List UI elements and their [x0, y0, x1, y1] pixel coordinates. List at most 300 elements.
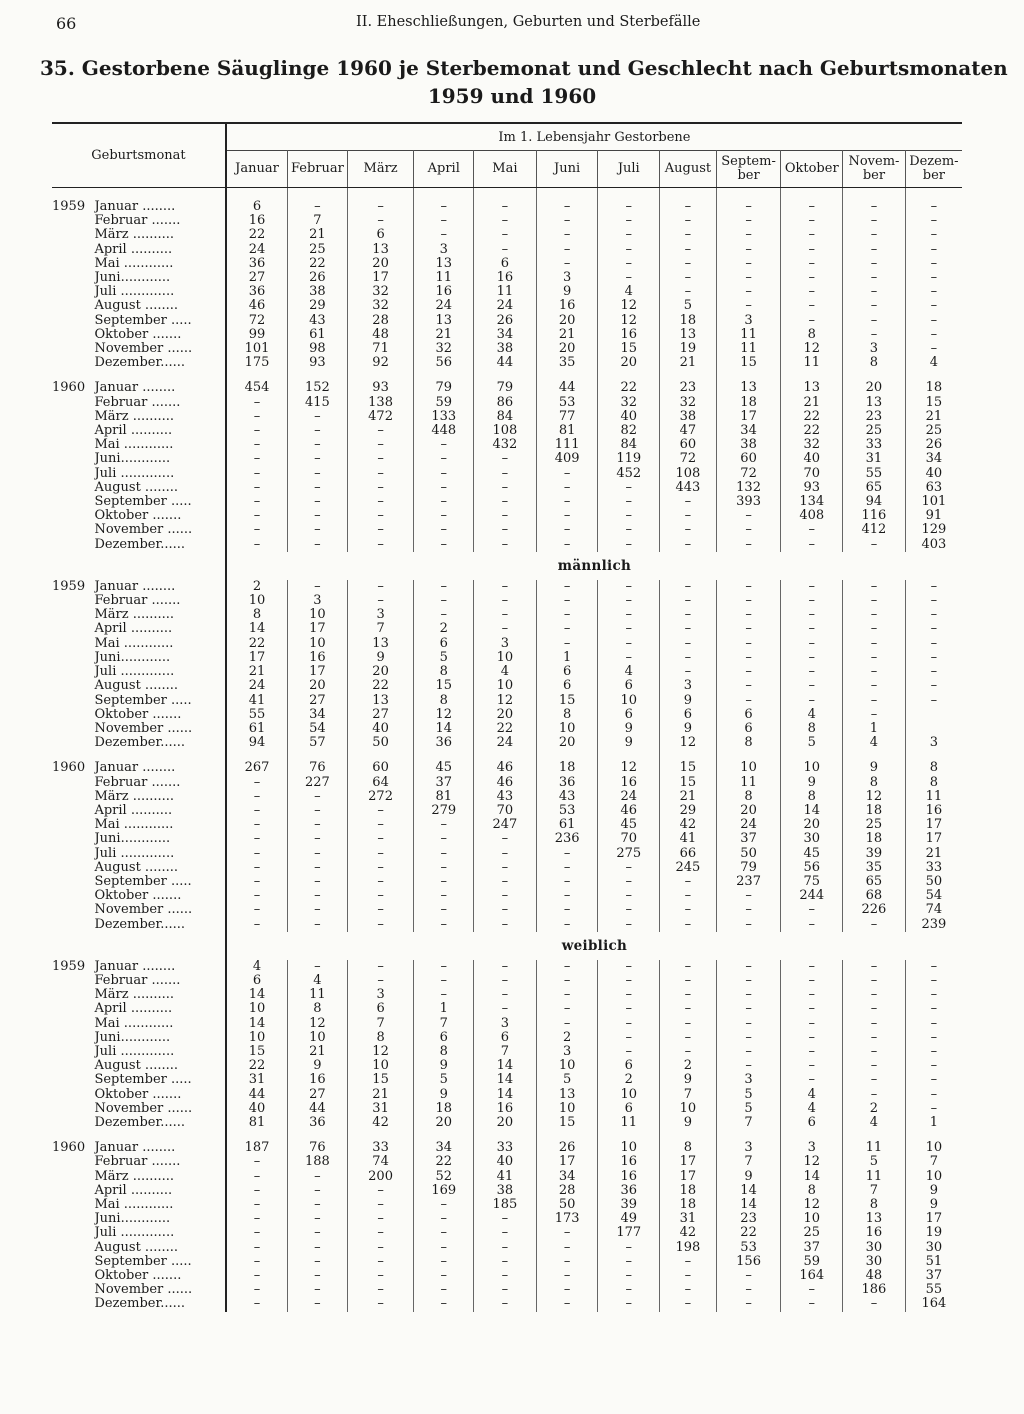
table-cell: 14: [474, 1088, 537, 1102]
table-cell: 13: [347, 637, 414, 651]
table-cell: 177: [598, 1226, 660, 1240]
table-cell: 17: [288, 622, 348, 636]
stub-header: Geburtsmonat: [52, 123, 226, 188]
table-cell: 16: [474, 1102, 537, 1116]
year-label: [52, 790, 94, 804]
table-cell: 16: [598, 776, 660, 790]
table-cell: 16: [288, 1073, 348, 1087]
table-cell: 10: [474, 679, 537, 693]
table-cell: 23: [843, 410, 906, 424]
table-cell: 20: [414, 1116, 474, 1130]
table-cell: 50: [347, 736, 414, 750]
year-label: [52, 1045, 94, 1059]
table-cell: 13: [716, 381, 781, 395]
year-label: [52, 875, 94, 889]
table-cell: –: [347, 1198, 414, 1212]
table-cell: 75: [781, 875, 843, 889]
table-cell: 14: [226, 988, 288, 1002]
table-cell: 21: [288, 1045, 348, 1059]
table-cell: 472: [347, 410, 414, 424]
table-cell: –: [598, 495, 660, 509]
table-cell: 6: [598, 1059, 660, 1073]
table-cell: 22: [781, 410, 843, 424]
table-cell: 22: [226, 637, 288, 651]
table-cell: –: [536, 467, 598, 481]
table-row: [52, 1002, 962, 1016]
table-cell: –: [347, 1297, 414, 1311]
row-label: November ......: [94, 342, 225, 356]
year-label: [52, 1184, 94, 1198]
table-cell: 11: [843, 1170, 906, 1184]
table-cell: 267: [226, 761, 288, 775]
table-cell: 98: [288, 342, 348, 356]
table-cell: 21: [288, 228, 348, 242]
table-cell: –: [716, 285, 781, 299]
year-label: [52, 622, 94, 636]
table-cell: 13: [414, 314, 474, 328]
year-label: [52, 1255, 94, 1269]
table-cell: 187: [226, 1141, 288, 1155]
table-cell: 5: [843, 1155, 906, 1169]
table-cell: –: [716, 299, 781, 313]
table-cell: 9: [288, 1059, 348, 1073]
table-cell: 25: [288, 243, 348, 257]
table-cell: –: [716, 665, 781, 679]
year-label: [52, 228, 94, 242]
table-cell: –: [660, 637, 717, 651]
row-label: Dezember......: [94, 538, 225, 552]
table-cell: 7: [347, 622, 414, 636]
table-cell: 20: [474, 708, 537, 722]
table-cell: 35: [843, 861, 906, 875]
table-cell: –: [598, 243, 660, 257]
table-cell: –: [716, 1045, 781, 1059]
table-cell: 185: [474, 1198, 537, 1212]
year-label: [52, 861, 94, 875]
table-cell: 72: [226, 314, 288, 328]
table-row: [52, 1241, 962, 1255]
table-row: [52, 1141, 962, 1155]
table-cell: –: [660, 608, 717, 622]
table-cell: 25: [925, 423, 943, 439]
section-title: weiblich: [561, 937, 628, 954]
row-label: August ........: [94, 299, 225, 313]
table-cell: 8: [660, 1141, 717, 1155]
table-cell: 9: [598, 736, 660, 750]
table-cell: –: [288, 1184, 348, 1198]
table-cell: –: [288, 1198, 348, 1212]
table-cell: 10: [536, 722, 598, 736]
table-cell: –: [930, 270, 938, 286]
year-label: [52, 438, 94, 452]
table-row: [52, 314, 962, 328]
table-row: [52, 452, 962, 466]
table-cell: –: [930, 1015, 938, 1031]
table-cell: 2: [536, 1031, 598, 1045]
column-header: [288, 151, 348, 188]
table-cell: 9: [781, 776, 843, 790]
year-label: [52, 1226, 94, 1240]
table-cell: –: [414, 608, 474, 622]
table-cell: 3: [536, 1045, 598, 1059]
table-cell: 43: [536, 790, 598, 804]
table-cell: –: [843, 637, 906, 651]
table-cell: –: [781, 228, 843, 242]
table-cell: –: [226, 1155, 288, 1169]
table-cell: 84: [598, 438, 660, 452]
row-label: März ..........: [94, 608, 225, 622]
title-line-2: 1959 und 1960: [427, 84, 597, 108]
table-cell: –: [474, 228, 537, 242]
table-cell: –: [347, 818, 414, 832]
table-cell: 82: [598, 424, 660, 438]
table-cell: –: [781, 1017, 843, 1031]
year-label: [52, 594, 94, 608]
table-cell: –: [843, 538, 906, 552]
year-label: [52, 665, 94, 679]
table-cell: –: [414, 832, 474, 846]
table-cell: –: [536, 1297, 598, 1311]
table-cell: 17: [660, 1170, 717, 1184]
table-cell: –: [414, 918, 474, 932]
section-title-row: [52, 552, 962, 580]
row-label: Dezember......: [94, 1297, 225, 1311]
table-cell: –: [843, 1017, 906, 1031]
table-cell: 54: [925, 888, 943, 904]
table-cell: 272: [347, 790, 414, 804]
table-cell: –: [781, 974, 843, 988]
table-cell: –: [226, 918, 288, 932]
table-cell: 9: [660, 1073, 717, 1087]
table-cell: –: [226, 481, 288, 495]
table-cell: 6: [536, 679, 598, 693]
table-cell: 77: [536, 410, 598, 424]
table-cell: –: [288, 481, 348, 495]
year-label: [52, 722, 94, 736]
table-body: [52, 188, 962, 1312]
table-cell: –: [347, 214, 414, 228]
table-cell: –: [288, 1269, 348, 1283]
table-row: [52, 1226, 962, 1240]
table-cell: –: [781, 580, 843, 594]
row-label: April ..........: [94, 1184, 225, 1198]
table-cell: 21: [925, 845, 943, 861]
table-cell: –: [347, 200, 414, 214]
year-label: [52, 637, 94, 651]
table-row: [52, 761, 962, 775]
table-cell: –: [843, 608, 906, 622]
table-cell: 32: [347, 299, 414, 313]
table-cell: 59: [414, 396, 474, 410]
year-label: [52, 523, 94, 537]
table-cell: –: [930, 1072, 938, 1088]
table-cell: 156: [716, 1255, 781, 1269]
table-cell: 79: [474, 381, 537, 395]
year-label: [52, 708, 94, 722]
table-cell: 5: [414, 1073, 474, 1087]
row-label: September .....: [94, 1073, 225, 1087]
table-cell: –: [843, 243, 906, 257]
table-cell: 20: [536, 314, 598, 328]
year-label: [52, 818, 94, 832]
table-cell: –: [843, 580, 906, 594]
table-row: [52, 665, 962, 679]
table-cell: 18: [536, 761, 598, 775]
year-label: [52, 918, 94, 932]
table-cell: –: [536, 1269, 598, 1283]
table-cell: –: [843, 1002, 906, 1016]
table-cell: –: [660, 1269, 717, 1283]
table-cell: –: [716, 243, 781, 257]
row-label: Januar ........: [94, 200, 225, 214]
table-cell: –: [660, 214, 717, 228]
table-cell: –: [226, 452, 288, 466]
table-row: [52, 832, 962, 846]
table-cell: –: [930, 255, 938, 271]
table-cell: 244: [781, 889, 843, 903]
row-label: Mai ............: [94, 1017, 225, 1031]
table-cell: –: [226, 1255, 288, 1269]
table-cell: 99: [226, 328, 288, 342]
table-cell: –: [474, 903, 537, 917]
table-cell: 7: [288, 214, 348, 228]
table-cell: 66: [660, 847, 717, 861]
table-cell: 36: [414, 736, 474, 750]
table-cell: 4: [929, 355, 939, 371]
table-cell: –: [414, 903, 474, 917]
table-cell: 16: [598, 1170, 660, 1184]
table-cell: –: [716, 1059, 781, 1073]
table-cell: 74: [925, 902, 943, 918]
table-cell: –: [347, 1226, 414, 1240]
table-cell: 34: [716, 424, 781, 438]
table-cell: –: [536, 903, 598, 917]
table-cell: 133: [414, 410, 474, 424]
table-cell: 14: [226, 622, 288, 636]
table-cell: –: [414, 889, 474, 903]
table-cell: –: [781, 1031, 843, 1045]
table-cell: –: [414, 988, 474, 1002]
table-cell: –: [781, 299, 843, 313]
year-label: 1959: [52, 958, 86, 974]
table-cell: 226: [843, 903, 906, 917]
year-label: [52, 651, 94, 665]
row-label: Februar .......: [94, 594, 225, 608]
table-cell: –: [474, 1297, 537, 1311]
table-cell: 21: [347, 1088, 414, 1102]
table-cell: –: [598, 622, 660, 636]
table-cell: 70: [474, 804, 537, 818]
table-cell: 11: [716, 776, 781, 790]
table-cell: –: [930, 298, 938, 314]
row-label: November ......: [94, 523, 225, 537]
table-cell: 12: [598, 761, 660, 775]
table-cell: –: [660, 651, 717, 665]
table-cell: 56: [414, 356, 474, 370]
table-row: [52, 495, 962, 509]
table-cell: –: [536, 918, 598, 932]
section-title-row: [52, 932, 962, 960]
table-cell: –: [536, 637, 598, 651]
table-cell: 20: [474, 1116, 537, 1130]
table-cell: –: [843, 918, 906, 932]
table-cell: 454: [226, 381, 288, 395]
table-cell: –: [660, 257, 717, 271]
table-cell: –: [930, 692, 938, 708]
table-cell: 24: [474, 299, 537, 313]
table-row: [52, 960, 962, 974]
table-cell: –: [536, 214, 598, 228]
row-label: Juli .............: [94, 285, 225, 299]
table-cell: 3: [288, 594, 348, 608]
table-cell: –: [414, 495, 474, 509]
table-cell: –: [226, 903, 288, 917]
table-cell: –: [598, 1241, 660, 1255]
table-cell: –: [226, 790, 288, 804]
year-label: [52, 257, 94, 271]
table-cell: 32: [414, 342, 474, 356]
table-cell: –: [598, 861, 660, 875]
table-cell: –: [414, 467, 474, 481]
table-cell: 9: [660, 694, 717, 708]
table-cell: 4: [781, 1102, 843, 1116]
table-cell: 56: [781, 861, 843, 875]
table-cell: 27: [288, 694, 348, 708]
table-cell: –: [536, 847, 598, 861]
table-cell: 92: [347, 356, 414, 370]
table-cell: 10: [536, 1059, 598, 1073]
table-cell: 93: [347, 381, 414, 395]
table-cell: 35: [536, 356, 598, 370]
column-header: [347, 151, 414, 188]
table-cell: –: [843, 974, 906, 988]
table-cell: –: [474, 832, 537, 846]
table-cell: 17: [925, 831, 943, 847]
table-row: [52, 722, 962, 736]
year-label: [52, 694, 94, 708]
table-cell: 393: [716, 495, 781, 509]
table-cell: 42: [660, 818, 717, 832]
table-cell: –: [660, 622, 717, 636]
table-cell: 412: [843, 523, 906, 537]
row-label: März ..........: [94, 988, 225, 1002]
table-cell: 8: [226, 608, 288, 622]
table-cell: 32: [598, 396, 660, 410]
table-cell: 108: [474, 424, 537, 438]
table-cell: 1: [843, 722, 906, 736]
table-cell: 10: [781, 1212, 843, 1226]
table-cell: –: [598, 903, 660, 917]
row-label: August ........: [94, 679, 225, 693]
row-label: Juli .............: [94, 467, 225, 481]
row-label: Mai ............: [94, 438, 225, 452]
table-cell: –: [536, 1226, 598, 1240]
table-row: [52, 1269, 962, 1283]
table-cell: –: [716, 679, 781, 693]
table-cell: –: [288, 918, 348, 932]
table-cell: –: [843, 1045, 906, 1059]
table-cell: –: [474, 1283, 537, 1297]
table-cell: –: [226, 804, 288, 818]
table-cell: –: [347, 903, 414, 917]
table-cell: 49: [598, 1212, 660, 1226]
table-cell: 3: [716, 314, 781, 328]
year-label: [52, 736, 94, 750]
table-cell: –: [660, 1031, 717, 1045]
table-cell: 26: [288, 271, 348, 285]
table-cell: –: [474, 861, 537, 875]
table-cell: –: [474, 1241, 537, 1255]
table-cell: 20: [536, 736, 598, 750]
table-cell: 3: [347, 988, 414, 1002]
table-cell: –: [347, 861, 414, 875]
table-cell: 3: [929, 735, 939, 751]
table-cell: 93: [288, 356, 348, 370]
table-row: [52, 1059, 962, 1073]
table-cell: –: [843, 314, 906, 328]
table-cell: –: [598, 608, 660, 622]
table-cell: 16: [843, 1226, 906, 1240]
table-cell: 19: [925, 1225, 943, 1241]
table-cell: 9: [414, 1088, 474, 1102]
table-cell: 6: [716, 708, 781, 722]
table-row: [52, 299, 962, 313]
table-cell: –: [226, 776, 288, 790]
table-cell: 20: [781, 818, 843, 832]
table-row: [52, 1297, 962, 1311]
table-cell: 6: [474, 1031, 537, 1045]
table-cell: –: [716, 271, 781, 285]
year-label: [52, 424, 94, 438]
table-cell: 61: [536, 818, 598, 832]
table-row: [52, 861, 962, 875]
table-cell: 34: [536, 1170, 598, 1184]
table-cell: 20: [347, 257, 414, 271]
table-cell: –: [226, 1241, 288, 1255]
table-row: [52, 776, 962, 790]
table-cell: –: [536, 861, 598, 875]
table-cell: –: [474, 452, 537, 466]
table-cell: –: [226, 396, 288, 410]
table-cell: 18: [660, 1184, 717, 1198]
table-cell: 33: [843, 438, 906, 452]
table-cell: 46: [226, 299, 288, 313]
table-cell: –: [474, 960, 537, 974]
table-cell: –: [781, 243, 843, 257]
table-cell: 16: [536, 299, 598, 313]
table-cell: –: [930, 664, 938, 680]
table-cell: –: [598, 538, 660, 552]
table-cell: 9: [929, 1182, 939, 1198]
year-label: [52, 1297, 94, 1311]
table-cell: 14: [414, 722, 474, 736]
row-label: April ..........: [94, 243, 225, 257]
table-cell: 8: [288, 1002, 348, 1016]
table-cell: –: [598, 1017, 660, 1031]
table-cell: –: [660, 875, 717, 889]
year-label: [52, 495, 94, 509]
table-cell: 10: [474, 651, 537, 665]
table-cell: 15: [226, 1045, 288, 1059]
table-row: [52, 271, 962, 285]
row-label: April ..........: [94, 622, 225, 636]
table-cell: –: [347, 452, 414, 466]
table-cell: –: [347, 889, 414, 903]
year-label: 1959: [52, 578, 86, 594]
year-label: [52, 481, 94, 495]
table-cell: 30: [925, 1239, 943, 1255]
table-cell: 21: [226, 665, 288, 679]
